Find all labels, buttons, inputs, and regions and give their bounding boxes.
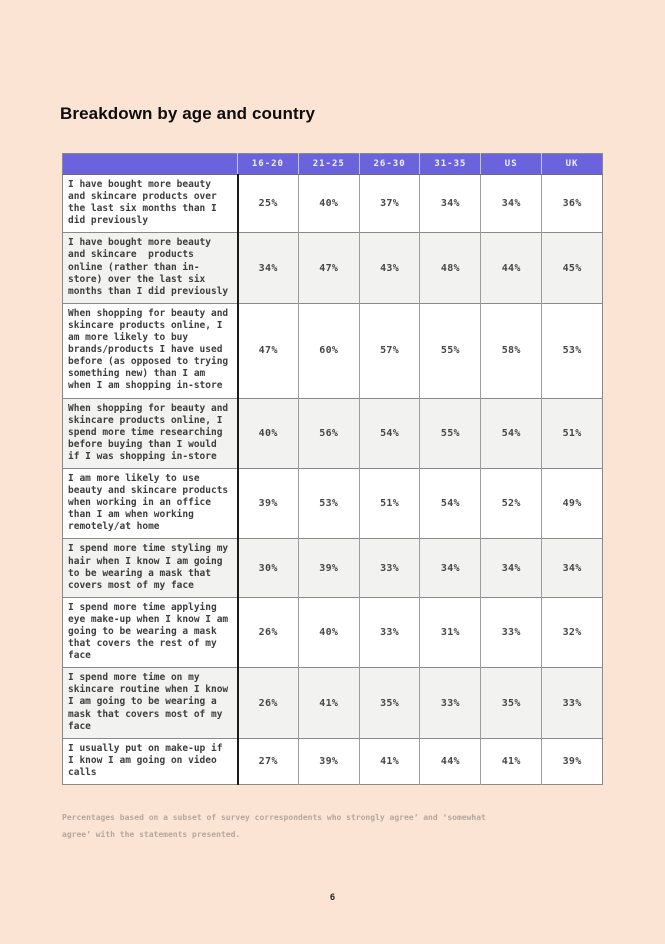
- table-row: [63, 398, 603, 468]
- value-cell: 44%: [481, 233, 542, 303]
- value-cell: 41%: [359, 738, 420, 784]
- value-cell: 25%: [238, 175, 299, 233]
- value-cell: 40%: [298, 175, 359, 233]
- header-col-uk: UK: [542, 154, 603, 175]
- value-cell: 33%: [359, 539, 420, 597]
- statement-cell: I have bought more beauty and skincare products online (rather than in-store) over the last six months than I did previously: [63, 233, 238, 303]
- value-cell: 35%: [359, 668, 420, 738]
- value-cell: 44%: [420, 738, 481, 784]
- value-cell: 53%: [542, 303, 603, 398]
- value-cell: 48%: [420, 233, 481, 303]
- value-cell: 56%: [298, 398, 359, 468]
- header-col-us: US: [481, 154, 542, 175]
- value-cell: 31%: [420, 597, 481, 667]
- value-cell: 45%: [542, 233, 603, 303]
- value-cell: 51%: [542, 398, 603, 468]
- value-cell: 33%: [359, 597, 420, 667]
- statement-cell: I am more likely to use beauty and skincare products when working in an office than I am when working remotely/at home: [63, 468, 238, 538]
- header-col-26-30: 26-30: [359, 154, 420, 175]
- value-cell: 34%: [542, 539, 603, 597]
- value-cell: 34%: [420, 175, 481, 233]
- value-cell: 55%: [420, 398, 481, 468]
- page-title: Breakdown by age and country: [60, 104, 316, 123]
- value-cell: 58%: [481, 303, 542, 398]
- value-cell: 39%: [298, 539, 359, 597]
- value-cell: 26%: [238, 597, 299, 667]
- footnote: Percentages based on a subset of survey correspondents who strongly agree’ and ‘somewhat agree’ with the statements presented.: [62, 813, 486, 839]
- header-empty-cell: [63, 154, 238, 175]
- value-cell: 33%: [481, 597, 542, 667]
- table-row: [63, 738, 603, 784]
- table-row: [63, 539, 603, 597]
- value-cell: 33%: [420, 668, 481, 738]
- value-cell: 60%: [298, 303, 359, 398]
- statement-cell: I usually put on make-up if I know I am going on video calls: [63, 738, 238, 784]
- value-cell: 33%: [542, 668, 603, 738]
- value-cell: 47%: [298, 233, 359, 303]
- table-row: [63, 233, 603, 303]
- statement-cell: I spend more time applying eye make-up when I know I am going to be wearing a mask that covers the rest of my face: [63, 597, 238, 667]
- value-cell: 54%: [420, 468, 481, 538]
- value-cell: 30%: [238, 539, 299, 597]
- value-cell: 39%: [238, 468, 299, 538]
- value-cell: 41%: [298, 668, 359, 738]
- statement-cell: When shopping for beauty and skincare products online, I am more likely to buy brands/products I have used before (as opposed to trying something new) than I am when I am shopping in-store: [63, 303, 238, 398]
- value-cell: 41%: [481, 738, 542, 784]
- table-row: [63, 668, 603, 738]
- value-cell: 27%: [238, 738, 299, 784]
- table-row: [63, 303, 603, 398]
- value-cell: 40%: [238, 398, 299, 468]
- value-cell: 43%: [359, 233, 420, 303]
- value-cell: 39%: [542, 738, 603, 784]
- statement-cell: I spend more time styling my hair when I know I am going to be wearing a mask that covers most of my face: [63, 539, 238, 597]
- statement-cell: I have bought more beauty and skincare products over the last six months than I did previously: [63, 175, 238, 233]
- page-number: 6: [329, 893, 336, 903]
- value-cell: 39%: [298, 738, 359, 784]
- statement-cell: I spend more time on my skincare routine when I know I am going to be wearing a mask that covers most of my face: [63, 668, 238, 738]
- table-header-row: [63, 154, 603, 175]
- header-col-31-35: 31-35: [420, 154, 481, 175]
- header-col-21-25: 21-25: [298, 154, 359, 175]
- value-cell: 37%: [359, 175, 420, 233]
- statement-cell: When shopping for beauty and skincare products online, I spend more time researching before buying than I would if I was shopping in-store: [63, 398, 238, 468]
- value-cell: 40%: [298, 597, 359, 667]
- value-cell: 47%: [238, 303, 299, 398]
- value-cell: 52%: [481, 468, 542, 538]
- table-row: [63, 175, 603, 233]
- value-cell: 49%: [542, 468, 603, 538]
- value-cell: 57%: [359, 303, 420, 398]
- value-cell: 51%: [359, 468, 420, 538]
- value-cell: 34%: [481, 175, 542, 233]
- breakdown-table: [62, 153, 603, 785]
- value-cell: 55%: [420, 303, 481, 398]
- value-cell: 34%: [420, 539, 481, 597]
- value-cell: 54%: [481, 398, 542, 468]
- value-cell: 53%: [298, 468, 359, 538]
- value-cell: 54%: [359, 398, 420, 468]
- value-cell: 34%: [481, 539, 542, 597]
- table-row: [63, 468, 603, 538]
- value-cell: 35%: [481, 668, 542, 738]
- value-cell: 26%: [238, 668, 299, 738]
- header-col-16-20: 16-20: [238, 154, 299, 175]
- table-row: [63, 597, 603, 667]
- value-cell: 36%: [542, 175, 603, 233]
- value-cell: 32%: [542, 597, 603, 667]
- value-cell: 34%: [238, 233, 299, 303]
